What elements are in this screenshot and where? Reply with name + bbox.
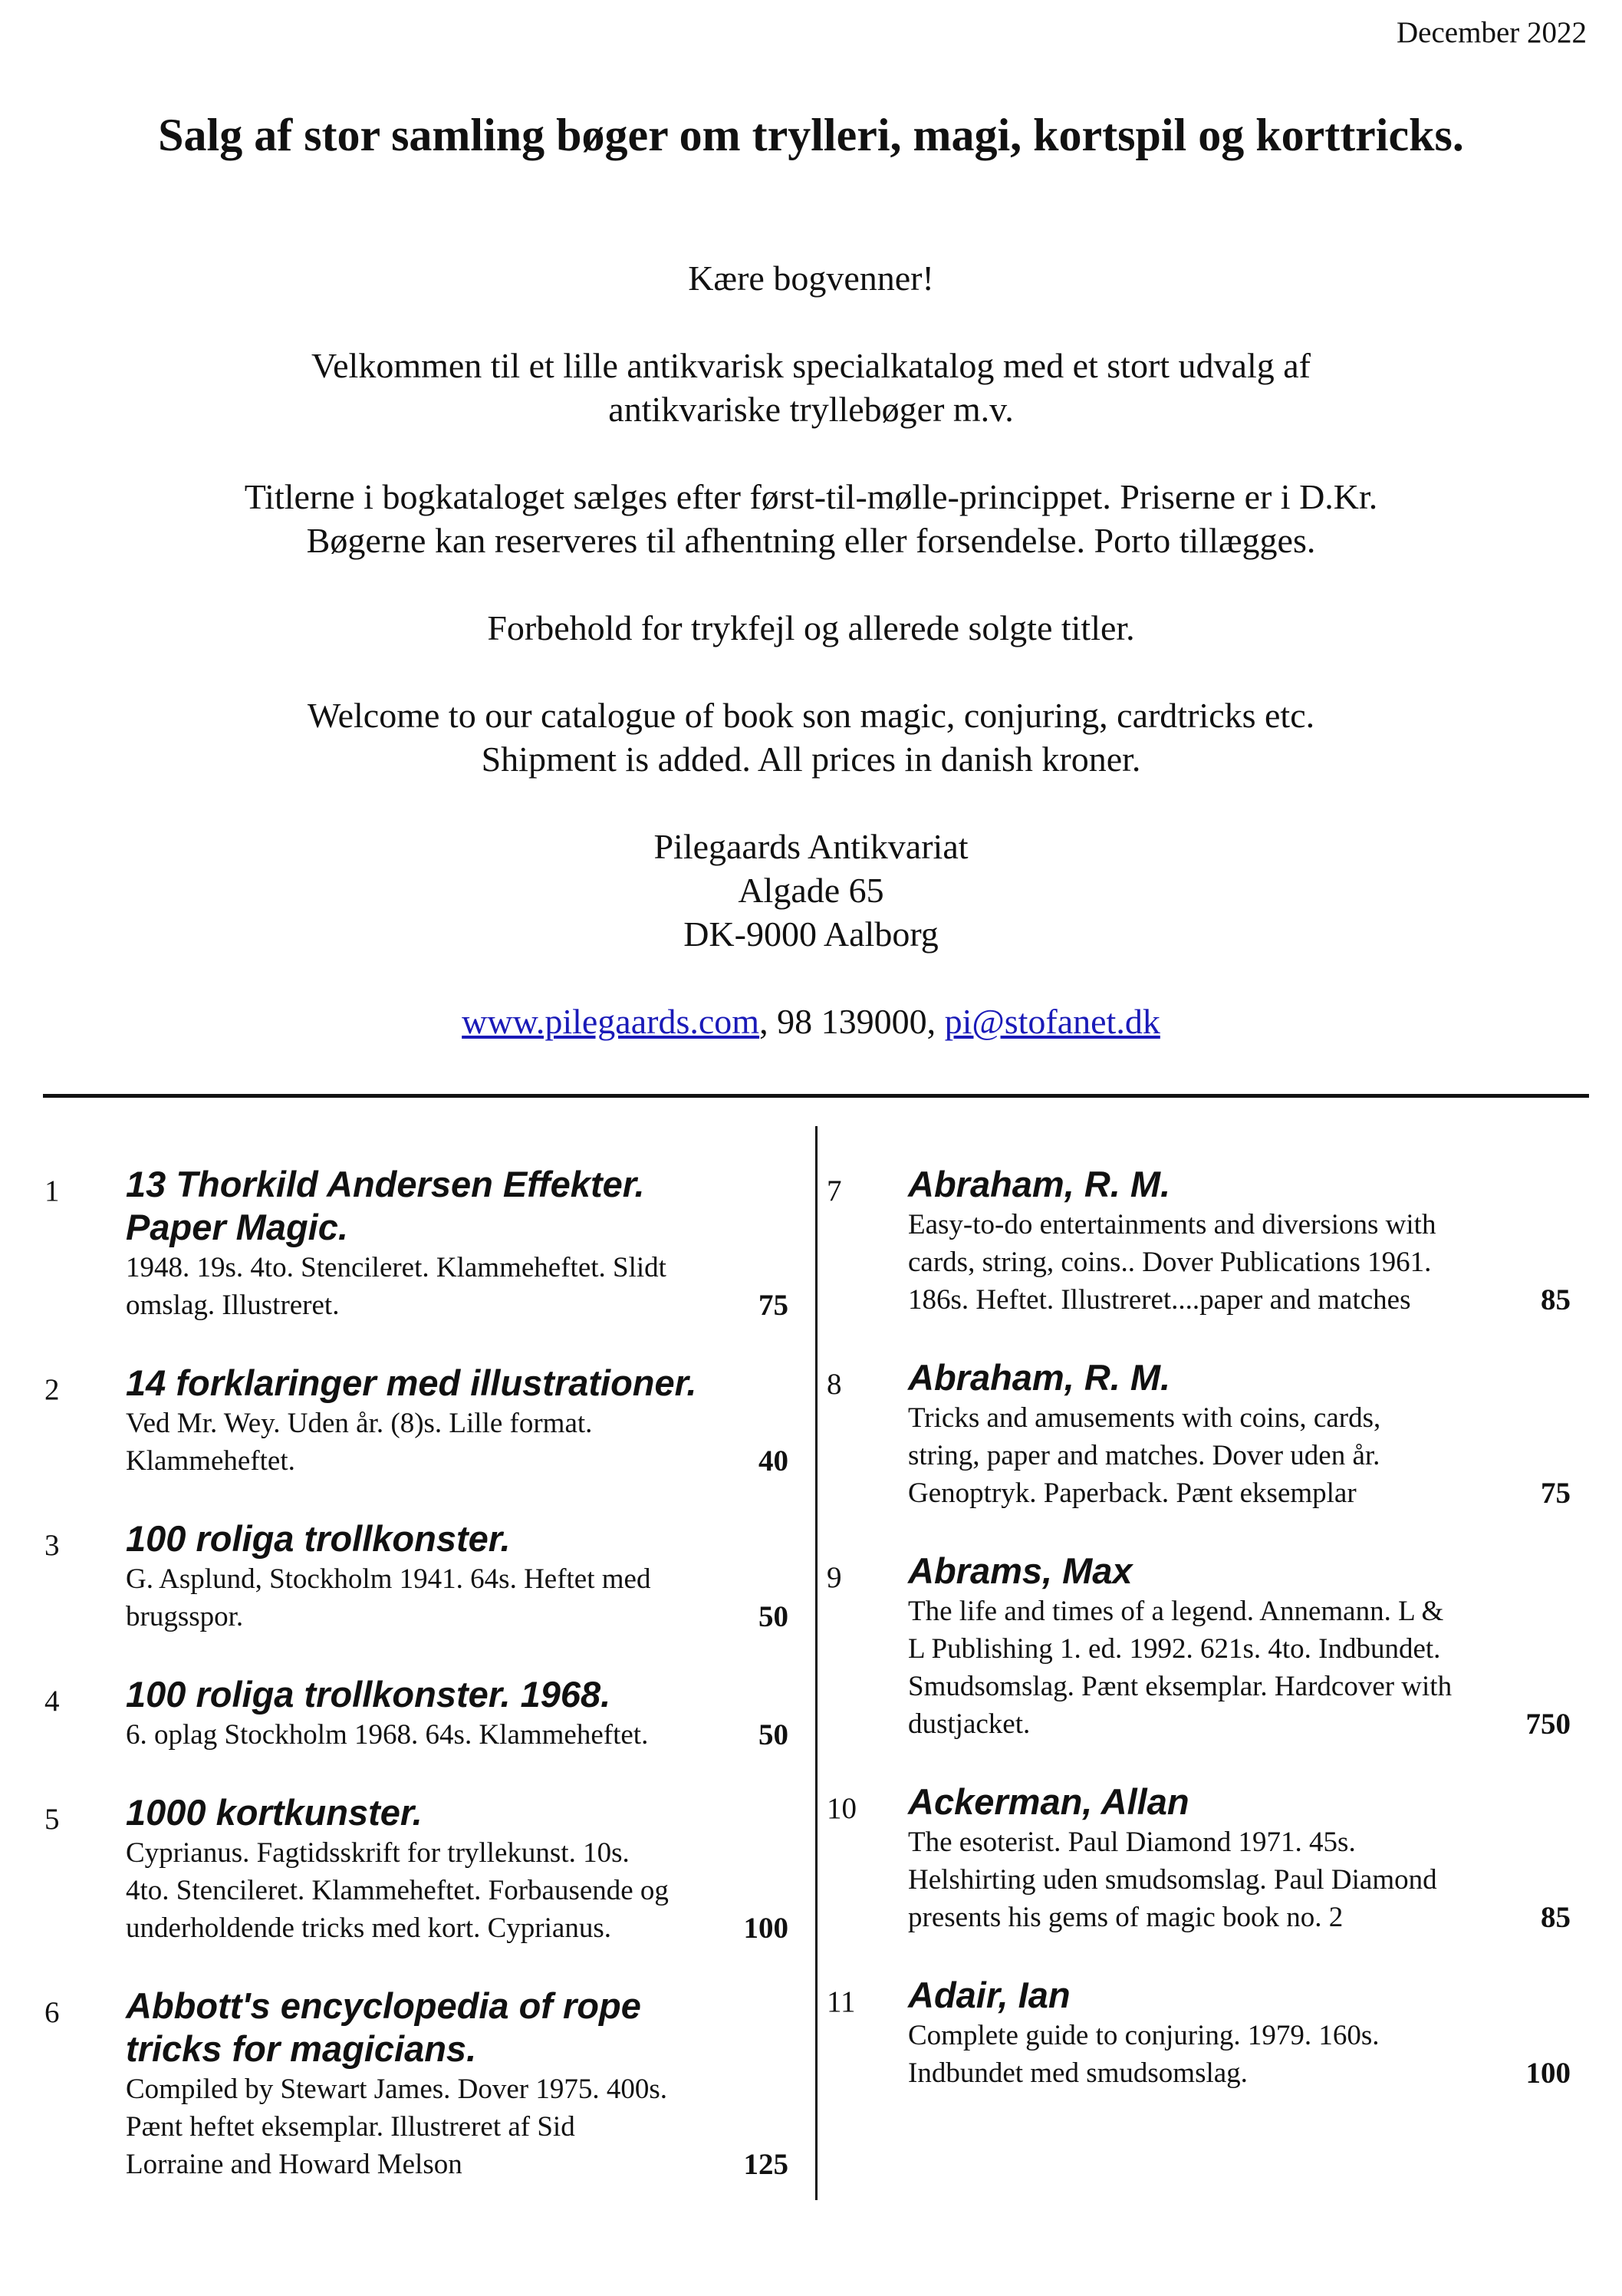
item-number: 9 — [827, 1561, 842, 1594]
item-description — [126, 1834, 788, 1947]
english-paragraph — [0, 693, 1622, 781]
catalog-item — [827, 1974, 1571, 2092]
item-number: 11 — [827, 1985, 856, 2018]
catalog-item — [827, 1163, 1571, 1319]
catalog-item — [44, 1985, 788, 2183]
catalog-column-right — [827, 1163, 1571, 2130]
description-line: 1948. 19s. 4to. Stencileret. Klammeheftet. Slidt — [126, 1252, 666, 1283]
item-price: 85 — [1541, 1283, 1571, 1316]
item-number: 3 — [44, 1529, 60, 1562]
item-description — [908, 1206, 1571, 1319]
item-title: Abbott's encyclopedia of rope — [126, 1985, 641, 2026]
item-price: 125 — [743, 2148, 788, 2181]
description-line: brugsspor. — [126, 1601, 244, 1632]
item-description — [908, 2017, 1571, 2092]
description-line: 186s. Heftet. Illustreret....paper and matches — [908, 1284, 1411, 1316]
description-line: 6. oplag Stockholm 1968. 64s. Klammeheftet. — [126, 1719, 649, 1751]
description-line: Lorraine and Howard Melson — [126, 2149, 462, 2180]
email-link[interactable]: pi@stofanet.dk — [944, 1002, 1160, 1041]
item-number: 6 — [44, 1996, 60, 2029]
item-title: 13 Thorkild Andersen Effekter. — [126, 1164, 645, 1204]
welcome-line-1: Velkommen til et lille antikvarisk specialkatalog med et stort udvalg af — [311, 346, 1311, 385]
item-title: 14 forklaringer med illustrationer. — [126, 1362, 697, 1403]
catalog-item — [44, 1517, 788, 1636]
description-line: The esoterist. Paul Diamond 1971. 45s. — [908, 1827, 1356, 1858]
description-line: 4to. Stencileret. Klammeheftet. Forbausende og — [126, 1875, 669, 1906]
terms-line-2: Bøgerne kan reserveres til afhentning eller forsendelse. Porto tillægges. — [306, 521, 1316, 560]
description-line: Tricks and amusements with coins, cards, — [908, 1402, 1381, 1434]
catalog-item — [827, 1550, 1571, 1743]
item-price: 50 — [758, 1600, 788, 1633]
terms-line-1: Titlerne i bogkataloget sælges efter først-til-mølle-princippet. Priserne er i D.Kr. — [244, 477, 1378, 516]
catalog-column-left — [44, 1163, 788, 2221]
shop-name: Pilegaards Antikvariat — [653, 827, 969, 866]
item-title: Abrams, Max — [908, 1550, 1133, 1591]
column-divider — [815, 1126, 818, 2200]
catalog-item — [44, 1673, 788, 1754]
description-line: G. Asplund, Stockholm 1941. 64s. Heftet med — [126, 1563, 651, 1595]
item-title: 100 roliga trollkonster. — [126, 1518, 511, 1559]
contact-line — [0, 1000, 1622, 1043]
item-number: 2 — [44, 1373, 60, 1406]
item-title: Adair, Ian — [908, 1975, 1071, 2015]
description-line: Complete guide to conjuring. 1979. 160s. — [908, 2020, 1380, 2051]
item-description — [126, 2070, 788, 2183]
shop-city: DK-9000 Aalborg — [683, 914, 939, 954]
greeting — [0, 256, 1622, 300]
description-line: The life and times of a legend. Annemann. L & — [908, 1596, 1444, 1627]
website-link[interactable]: www.pilegaards.com — [462, 1002, 760, 1041]
catalog-date: December 2022 — [1397, 16, 1587, 49]
item-price: 40 — [758, 1444, 788, 1477]
catalog-item — [44, 1362, 788, 1480]
shop-street: Algade 65 — [738, 871, 884, 910]
item-description — [908, 1399, 1571, 1512]
page-title: Salg af stor samling bøger om trylleri, magi, kortspil og korttricks. — [158, 110, 1464, 160]
intro-text — [0, 256, 1622, 1087]
english-line-1: Welcome to our catalogue of book son magic, conjuring, cardtricks etc. — [307, 696, 1315, 735]
item-description — [908, 1823, 1571, 1936]
item-title: 100 roliga trollkonster. 1968. — [126, 1674, 611, 1715]
terms-paragraph — [0, 475, 1622, 562]
description-line: dustjacket. — [908, 1708, 1031, 1740]
description-line: L Publishing 1. ed. 1992. 621s. 4to. Indbundet. — [908, 1633, 1441, 1665]
item-description — [908, 1593, 1571, 1743]
disclaimer-paragraph — [0, 606, 1622, 650]
item-number: 8 — [827, 1368, 842, 1401]
item-number: 1 — [44, 1174, 60, 1207]
description-line: Klammeheftet. — [126, 1445, 295, 1477]
description-line: cards, string, coins.. Dover Publications 1961. — [908, 1247, 1432, 1278]
item-title: tricks for magicians. — [126, 2028, 477, 2069]
item-price: 50 — [758, 1718, 788, 1751]
item-price: 85 — [1541, 1901, 1571, 1934]
phone-text: , 98 139000, — [759, 1002, 945, 1041]
address-block — [0, 825, 1622, 956]
description-line: Pænt heftet eksemplar. Illustreret af Sid — [126, 2111, 575, 2143]
description-line: presents his gems of magic book no. 2 — [908, 1902, 1344, 1933]
description-line: Smudsomslag. Pænt eksemplar. Hardcover with — [908, 1671, 1453, 1702]
horizontal-divider — [43, 1094, 1589, 1098]
item-description — [126, 1405, 788, 1480]
description-line: Ved Mr. Wey. Uden år. (8)s. Lille format. — [126, 1408, 593, 1439]
catalog-item — [827, 1780, 1571, 1936]
item-number: 4 — [44, 1685, 60, 1718]
catalog-item — [44, 1163, 788, 1324]
greeting-line: Kære bogvenner! — [688, 259, 934, 298]
welcome-paragraph — [0, 344, 1622, 431]
item-number: 7 — [827, 1174, 842, 1207]
description-line: Easy-to-do entertainments and diversions with — [908, 1209, 1436, 1240]
description-line: Genoptryk. Paperback. Pænt eksemplar — [908, 1477, 1357, 1509]
item-price: 100 — [743, 1912, 788, 1945]
description-line: Indbundet med smudsomslag. — [908, 2057, 1248, 2089]
description-line: string, paper and matches. Dover uden år. — [908, 1440, 1380, 1471]
item-title: Ackerman, Allan — [908, 1781, 1189, 1822]
item-price: 100 — [1525, 2057, 1571, 2090]
welcome-line-2: antikvariske tryllebøger m.v. — [608, 390, 1014, 429]
description-line: Compiled by Stewart James. Dover 1975. 400s. — [126, 2074, 667, 2105]
item-number: 5 — [44, 1803, 60, 1836]
item-title: Abraham, R. M. — [908, 1357, 1171, 1398]
disclaimer-line: Forbehold for trykfejl og allerede solgte titler. — [487, 608, 1135, 647]
item-price: 75 — [758, 1289, 788, 1322]
item-number: 10 — [827, 1792, 857, 1825]
description-line: omslag. Illustreret. — [126, 1290, 340, 1321]
catalog-item — [827, 1356, 1571, 1512]
item-price: 75 — [1541, 1477, 1571, 1510]
item-title: Abraham, R. M. — [908, 1164, 1171, 1204]
item-title: Paper Magic. — [126, 1207, 348, 1247]
description-line: Cyprianus. Fagtidsskrift for tryllekunst. 10s. — [126, 1837, 630, 1869]
item-description — [126, 1249, 788, 1324]
catalog-item — [44, 1791, 788, 1947]
description-line: underholdende tricks med kort. Cyprianus. — [126, 1912, 611, 1944]
item-price: 750 — [1525, 1708, 1571, 1741]
description-line: Helshirting uden smudsomslag. Paul Diamond — [908, 1864, 1437, 1896]
item-description — [126, 1560, 788, 1636]
item-description — [126, 1716, 788, 1754]
english-line-2: Shipment is added. All prices in danish kroner. — [481, 740, 1141, 779]
item-title: 1000 kortkunster. — [126, 1792, 423, 1833]
